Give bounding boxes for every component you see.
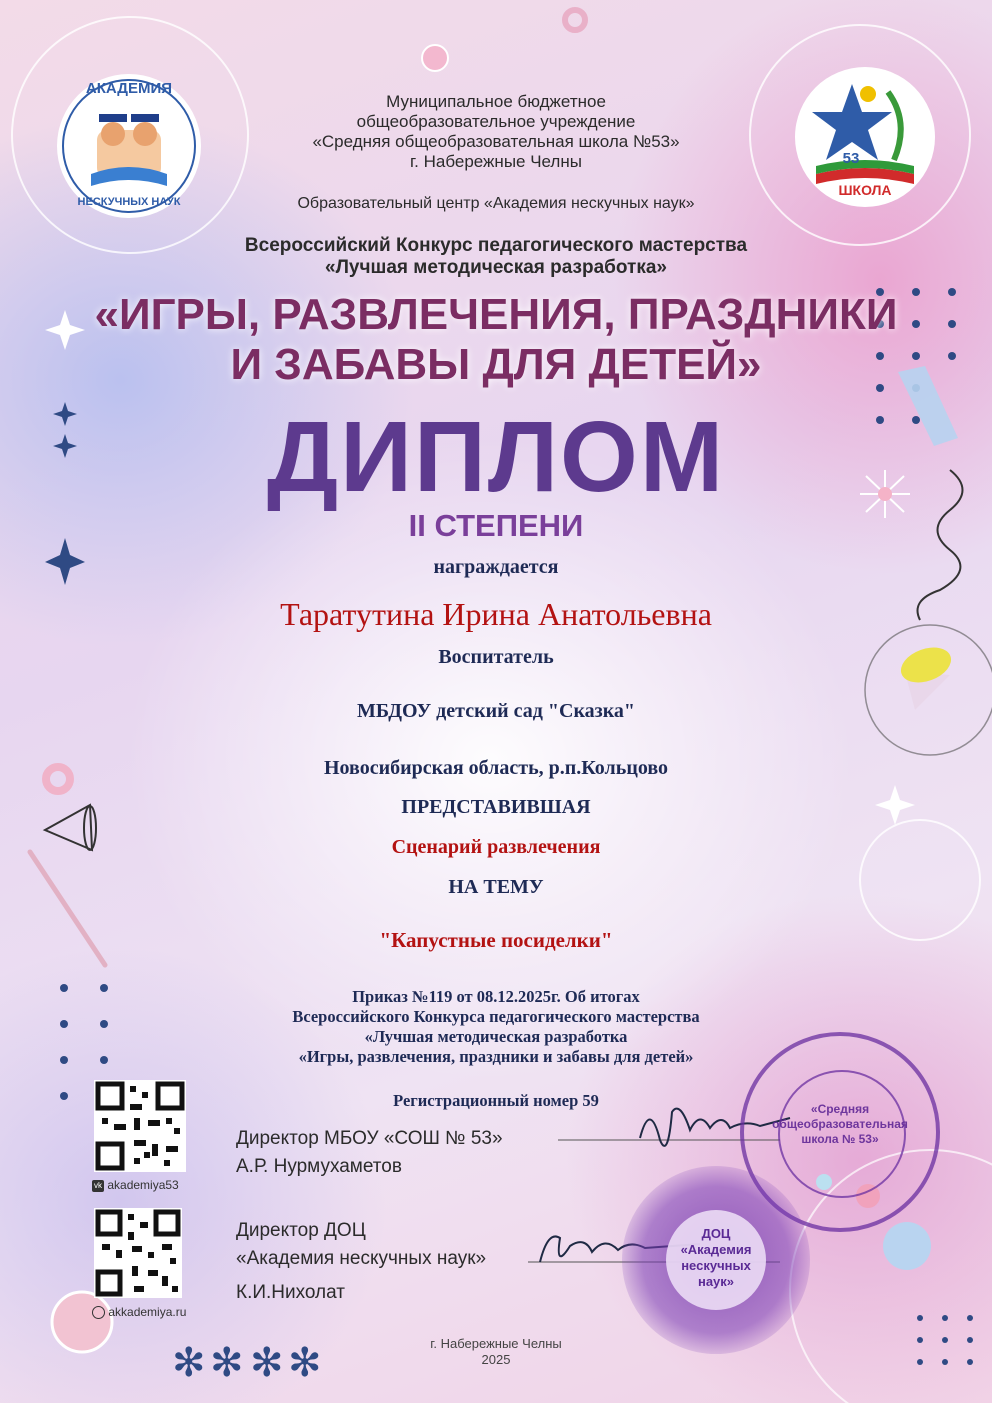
svg-text:✻: ✻ (172, 1340, 206, 1386)
qr-code-vk[interactable] (94, 1080, 186, 1172)
presented-label: ПРЕДСТАВИВШАЯ (401, 796, 591, 818)
academy-logo-bottom-text: НЕСКУЧНЫХ НАУК (77, 196, 181, 208)
school-director-title: Директор МБОУ «СОШ № 53» (236, 1128, 503, 1149)
order-line: Приказ №119 от 08.12.2025г. Об итогах (352, 987, 640, 1006)
diploma-heading: ДИПЛОМ (266, 401, 726, 513)
recipient-position: Воспитатель (438, 646, 554, 668)
svg-text:✻: ✻ (250, 1340, 284, 1386)
center-stamp (622, 1166, 810, 1354)
recipient-name: Таратутина Ирина Анатольевна (280, 596, 712, 632)
work-type: Сценарий развлечения (391, 836, 601, 858)
stamp-line: общеобразовательная (772, 1117, 908, 1131)
diploma-degree: II СТЕПЕНИ (408, 508, 584, 543)
academy-logo-top-text: АКАДЕМИЯ (85, 80, 173, 97)
vk-handle: akademiya53 (107, 1178, 179, 1192)
order-line: Всероссийского Конкурса педагогического мастерства (292, 1007, 700, 1026)
stamp-line: школа № 53» (801, 1132, 879, 1146)
contest-name (0, 235, 992, 279)
recipient-institution: МБДОУ детский сад "Сказка" (356, 700, 636, 722)
deco-sphere (422, 45, 448, 71)
registration-number: Регистрационный номер 59 (393, 1091, 599, 1110)
contest-line: Всероссийский Конкурс педагогического мастерства (244, 235, 748, 256)
footer-city: г. Набережные Челны (430, 1336, 562, 1351)
center-director-title: Директор ДОЦ (236, 1220, 366, 1241)
qr-pattern (94, 1208, 182, 1298)
globe-icon (92, 1306, 105, 1319)
qr-code-site[interactable] (94, 1208, 182, 1298)
order-line: «Лучшая методическая разработка (364, 1027, 628, 1046)
organization-block (0, 92, 992, 172)
stamp-line: наук» (697, 1274, 735, 1289)
org-line: общеобразовательное учреждение (356, 112, 636, 131)
title-line: И ЗАБАВЫ ДЛЯ ДЕТЕЙ» (230, 340, 762, 389)
vk-icon: vk (94, 1180, 102, 1190)
topic-label: НА ТЕМУ (448, 876, 544, 898)
nomination-title (0, 290, 992, 390)
school-stamp-text (744, 1102, 936, 1147)
org-line: г. Набережные Челны (410, 152, 582, 171)
work-title: "Капустные посиделки" (379, 928, 613, 952)
footer-year: 2025 (481, 1352, 511, 1367)
awarded-label: награждается (433, 556, 559, 578)
deco-sphere (883, 1222, 931, 1270)
school-logo-number: 53 (842, 150, 860, 167)
school-logo-text: ШКОЛА (838, 182, 892, 198)
title-line: «ИГРЫ, РАЗВЛЕЧЕНИЯ, ПРАЗДНИКИ (94, 290, 898, 339)
center-director-name: К.И.Нихолат (236, 1282, 345, 1303)
vk-label[interactable] (92, 1178, 179, 1192)
recipient-region: Новосибирская область, р.п.Кольцово (323, 757, 669, 779)
order-line: «Игры, развлечения, праздники и забавы для детей» (298, 1047, 694, 1066)
stamp-line: нескучных (681, 1258, 751, 1273)
school-director-name: А.Р. Нурмухаметов (236, 1156, 402, 1177)
stamp-line: ДОЦ (701, 1226, 731, 1241)
contest-line: «Лучшая методическая разработка» (325, 257, 667, 278)
stamp-line: «Средняя (810, 1102, 870, 1116)
org-line: Муниципальное бюджетное (386, 92, 606, 111)
deco-ring (565, 10, 585, 30)
org-line: «Средняя общеобразовательная школа №53» (312, 132, 680, 151)
svg-text:✻: ✻ (288, 1340, 322, 1386)
qr-pattern (94, 1080, 186, 1172)
site-url: akkademiya.ru (108, 1305, 187, 1319)
stamp-line: «Академия (680, 1242, 752, 1257)
center-director-org: «Академия нескучных наук» (236, 1248, 487, 1269)
site-label[interactable] (92, 1305, 186, 1319)
svg-text:✻: ✻ (210, 1340, 244, 1386)
footer (0, 1336, 992, 1368)
center-stamp-text (622, 1226, 810, 1290)
education-center: Образовательный центр «Академия нескучных наук» (297, 195, 695, 212)
